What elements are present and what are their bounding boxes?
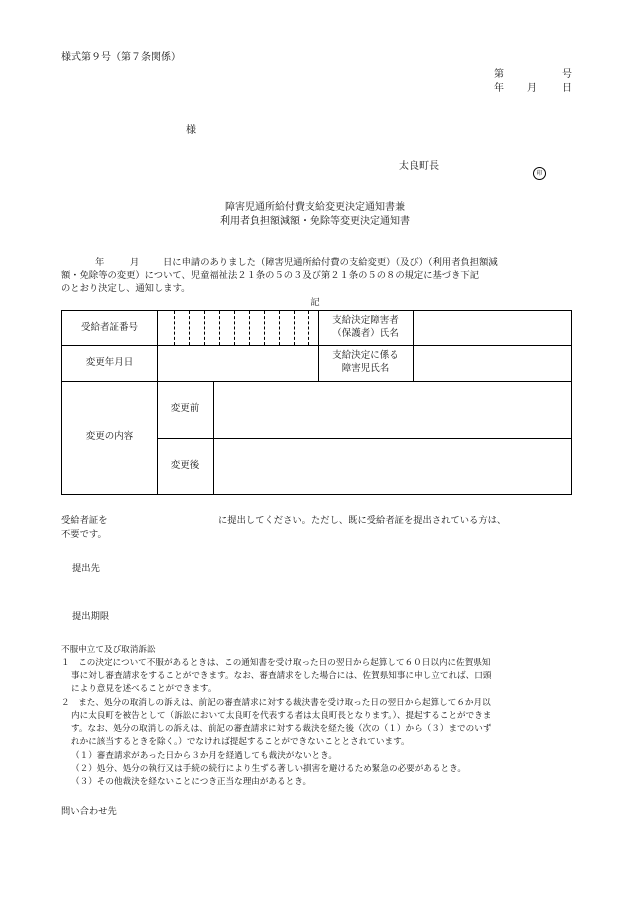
body-month: 月 — [130, 257, 140, 268]
body-line2: 額・免除等の変更）について、児童福祉法２１条の５の３及び第２１条の５の８の規定に基づき下記 — [61, 270, 479, 281]
guardian-name-label-line2: （保護者）氏名 — [332, 328, 399, 339]
document-number-prefix: 第 — [494, 69, 504, 80]
appeal-item1-line2: 事に対し審査請求をすることができます。なお、審査請求をした場合には、佐賀県知事に申し立てれば、口頭 — [71, 671, 492, 681]
change-date-label: 変更年月日 — [85, 357, 134, 368]
ki-heading: 記 — [310, 297, 320, 308]
appeal-item2-line4: れかに該当するときを除く。）でなければ提起することができないこととされています。 — [71, 737, 410, 747]
document-number-suffix: 号 — [562, 69, 572, 80]
form-number: 様式第９号（第７条関係） — [61, 52, 181, 63]
appeal-sub-item-2: （２）処分、処分の執行又は手続の続行により生ずる著しい損害を避けるため緊急の必要があるとき。 — [71, 764, 466, 774]
body-year: 年 — [95, 257, 105, 268]
after-change-label: 変更後 — [170, 460, 200, 471]
recipient-cert-number-label: 受給者証番号 — [80, 322, 138, 333]
document-title-line1: 障害児通所給付費支給変更決定通知書兼 — [225, 202, 405, 213]
body-line1: 日に申請のありました（障害児通所給付費の支給変更）（及び）（利用者負担額減 — [163, 257, 498, 268]
appeal-heading: 不服申立て及び取消訴訟 — [61, 645, 156, 655]
appeal-item1-line1: １ この決定について不服があるときは、この通知書を受け取った日の翌日から起算して６０日以内に佐賀県知 — [61, 658, 491, 668]
submission-line1-a: 受給者証を — [61, 515, 108, 526]
appeal-sub-item-3: （３）その他裁決を経ないことにつき正当な理由があるとき。 — [71, 777, 312, 787]
issuer-title: 太良町長 — [399, 161, 439, 172]
seal-icon: 印 — [533, 160, 546, 180]
date-year: 年 — [494, 83, 504, 94]
child-name-label-line2: 障害児氏名 — [341, 363, 390, 374]
appeal-item2-line1: ２ また、処分の取消しの訴えは、前記の審査請求に対する裁決書を受け取った日の翌日から起算して６か月以 — [61, 698, 491, 708]
body-line3: のとおり決定し、通知します。 — [61, 283, 191, 294]
addressee-suffix: 様 — [186, 125, 196, 136]
appeal-item1-line3: により意見を述べることができます。 — [71, 684, 217, 694]
guardian-name-label-line1: 支給決定障害者 — [332, 315, 399, 326]
submission-line1-b: に提出してください。ただし、既に受給者証を提出されている方は、 — [218, 515, 507, 526]
contact-label: 問い合わせ先 — [61, 806, 117, 817]
change-decision-table — [61, 310, 572, 495]
submission-line2: 不要です。 — [61, 529, 107, 540]
change-content-label: 変更の内容 — [85, 431, 134, 442]
date-month: 月 — [527, 83, 537, 94]
document-title-line2: 利用者負担額減額・免除等変更決定通知書 — [220, 216, 410, 227]
appeal-sub-item-1: （１）審査請求があった日から３か月を経過しても裁決がないとき。 — [71, 751, 337, 761]
appeal-item2-line2: 内に太良町を被告として（訴訟において太良町を代表する者は太良町長となります。）、提起することができま — [71, 711, 492, 721]
appeal-item2-line3: す。なお、処分の取消しの訴えは、前記の審査請求に対する裁決を経た後（次の（１）から（３）までのいず — [71, 724, 492, 734]
submission-destination-label: 提出先 — [72, 563, 100, 574]
submission-deadline-label: 提出期限 — [72, 611, 110, 622]
child-name-label-line1: 支給決定に係る — [332, 350, 399, 361]
date-day: 日 — [562, 83, 572, 94]
before-change-label: 変更前 — [170, 403, 200, 414]
